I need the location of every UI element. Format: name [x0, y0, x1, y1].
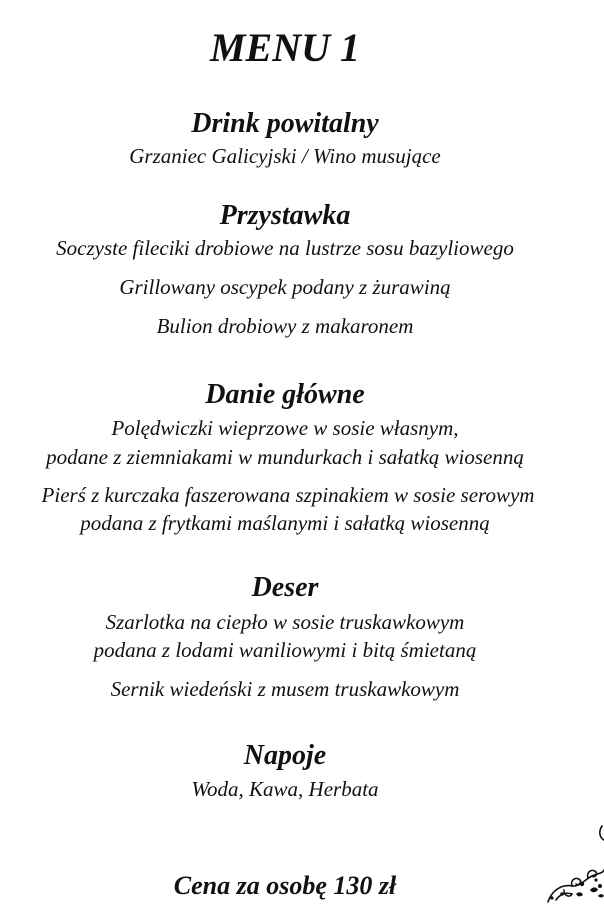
menu-title: MENU 1 — [209, 25, 361, 70]
menu-item-drink-1: Grzaniec Galicyjski / Wino musujące — [129, 144, 441, 168]
menu-item-dessert-2: Sernik wiedeński z musem truskawkowym — [110, 677, 460, 701]
section-heading-drinks: Napoje — [243, 740, 327, 771]
menu-item-drinks-1: Woda, Kawa, Herbata — [191, 777, 379, 801]
decorative-flourish-icon — [542, 824, 604, 904]
menu-item-starter-3: Bulion drobiowy z makaronem — [156, 314, 414, 338]
price-per-person: Cena za osobę 130 zł — [173, 871, 397, 900]
section-heading-main: Danie główne — [205, 379, 365, 410]
menu-item-starter-1: Soczyste fileciki drobiowe na lustrze sosu bazyliowego — [56, 236, 514, 260]
menu-item-main-2-line-2: podana z frytkami maślanymi i sałatką wiosenną — [80, 511, 490, 535]
menu-item-main-1-line-2: podane z ziemniakami w mundurkach i sałatką wiosenną — [46, 445, 524, 469]
menu-item-main-2-line-1: Pierś z kurczaka faszerowana szpinakiem w sosie serowym — [41, 483, 535, 507]
menu-item-dessert-1-line-2: podana z lodami waniliowymi i bitą śmietaną — [93, 638, 477, 662]
menu-item-starter-2: Grillowany oscypek podany z żurawiną — [119, 275, 451, 299]
section-heading-dessert: Deser — [251, 572, 319, 603]
section-heading-starter: Przystawka — [219, 200, 351, 231]
section-heading-drink: Drink powitalny — [191, 108, 379, 139]
menu-item-dessert-1-line-1: Szarlotka na ciepło w sosie truskawkowym — [105, 610, 465, 634]
menu-item-main-1-line-1: Polędwiczki wieprzowe w sosie własnym, — [111, 416, 459, 440]
